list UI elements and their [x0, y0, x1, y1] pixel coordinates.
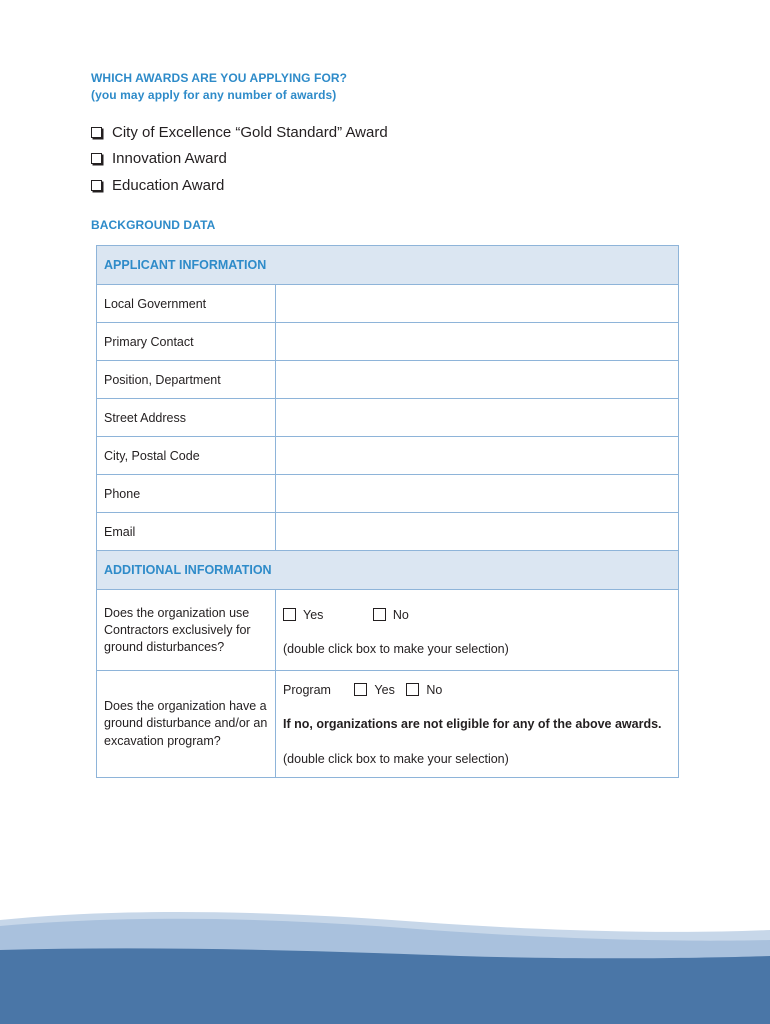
- background-title: BACKGROUND DATA: [91, 218, 216, 232]
- field-input-primary-contact[interactable]: [276, 323, 679, 361]
- selection-note: (double click box to make your selection): [283, 751, 509, 766]
- award-label: Education Award: [112, 176, 225, 194]
- yes-label: Yes: [303, 608, 324, 622]
- awards-title: WHICH AWARDS ARE YOU APPLYING FOR?: [91, 71, 348, 85]
- field-input-email[interactable]: [276, 513, 679, 551]
- contractors-answer-cell: [276, 590, 679, 671]
- field-label-position-department: Position, Department: [97, 361, 276, 399]
- award-option-education[interactable]: [91, 172, 388, 199]
- footer-wave-graphic: [0, 900, 770, 1024]
- background-form: [96, 245, 679, 778]
- program-yes-checkbox[interactable]: [354, 683, 367, 696]
- checkbox-icon[interactable]: [91, 153, 102, 164]
- field-label-phone: Phone: [97, 475, 276, 513]
- awards-list: [91, 119, 388, 199]
- no-label: No: [392, 608, 409, 622]
- no-checkbox[interactable]: [373, 608, 386, 621]
- field-label-email: Email: [97, 513, 276, 551]
- program-label: Program: [283, 682, 331, 697]
- contractors-question: Does the organization use Contractors exclusively for ground disturbances?: [97, 590, 276, 671]
- award-option-innovation[interactable]: [91, 146, 388, 173]
- yes-checkbox[interactable]: [283, 608, 296, 621]
- program-question: Does the organization have a ground disturbance and/or an excavation program?: [97, 671, 276, 778]
- program-answer-cell: [276, 671, 679, 778]
- field-input-position-department[interactable]: [276, 361, 679, 399]
- field-input-local-government[interactable]: [276, 285, 679, 323]
- program-no-label: No: [426, 682, 443, 697]
- award-label: City of Excellence “Gold Standard” Award: [112, 123, 388, 141]
- field-label-street-address: Street Address: [97, 399, 276, 437]
- field-label-local-government: Local Government: [97, 285, 276, 323]
- field-input-street-address[interactable]: [276, 399, 679, 437]
- award-option-gold-standard[interactable]: [91, 119, 388, 146]
- field-input-city-postal-code[interactable]: [276, 437, 679, 475]
- checkbox-icon[interactable]: [91, 127, 102, 138]
- additional-info-header: ADDITIONAL INFORMATION: [97, 551, 679, 590]
- awards-subtitle: (you may apply for any number of awards): [91, 88, 337, 102]
- applicant-info-header: APPLICANT INFORMATION: [97, 246, 679, 285]
- eligibility-warning: If no, organizations are not eligible for any of the above awards.: [283, 716, 662, 731]
- field-input-phone[interactable]: [276, 475, 679, 513]
- program-yes-label: Yes: [374, 682, 395, 697]
- field-label-city-postal-code: City, Postal Code: [97, 437, 276, 475]
- checkbox-icon[interactable]: [91, 180, 102, 191]
- award-label: Innovation Award: [112, 150, 227, 168]
- field-label-primary-contact: Primary Contact: [97, 323, 276, 361]
- selection-note: (double click box to make your selection): [283, 642, 509, 656]
- program-no-checkbox[interactable]: [406, 683, 419, 696]
